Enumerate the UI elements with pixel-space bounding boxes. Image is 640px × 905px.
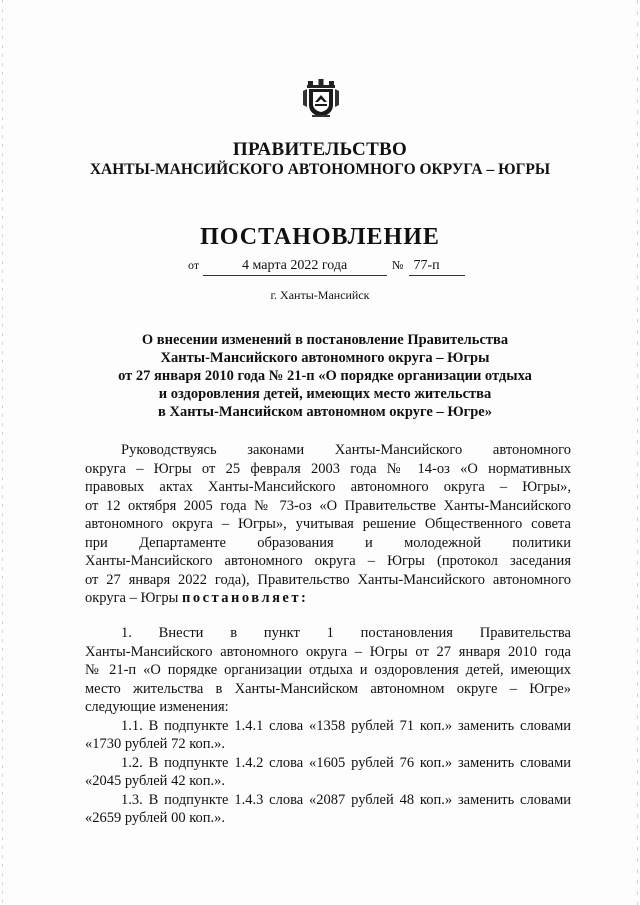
item-1-paragraph bbox=[85, 624, 571, 828]
text-line: следующие изменения: bbox=[85, 699, 229, 715]
document-type: ПОСТАНОВЛЕНИЕ bbox=[200, 224, 440, 250]
number-label: № bbox=[392, 258, 404, 272]
text-line: при Департаменте образования и молодежной политики bbox=[85, 534, 571, 551]
subject-line: и оздоровления детей, имеющих место жительства bbox=[158, 386, 492, 402]
text-line: № 21-п «О порядке организации отдыха и оздоровления детей, имеющих bbox=[85, 662, 571, 678]
text-line: правовых актах Ханты-Мансийского автономного округа – Югры», bbox=[85, 479, 571, 495]
text-line: Руководствуясь законами Ханты-Мансийского автономного bbox=[121, 442, 571, 458]
subitem-line: «1730 рублей 72 коп.». bbox=[85, 736, 226, 752]
text-line: от 12 октября 2005 года № 73-оз «О Правительстве Ханты-Мансийского bbox=[85, 497, 571, 514]
subject-line: в Ханты-Мансийском автономном округе – Югре» bbox=[158, 404, 492, 420]
subitem-line: 1.2. В подпункте 1.4.2 слова «1605 рублей 76 коп.» заменить словами bbox=[121, 754, 571, 771]
preamble-paragraph bbox=[85, 441, 571, 608]
resolves-word: постановляет: bbox=[181, 590, 309, 606]
text-line: от 27 января 2022 года), Правительство Ханты-Мансийского автономного bbox=[85, 571, 571, 588]
subject-line: от 27 января 2010 года № 21-п «О порядке организации отдыха bbox=[118, 368, 532, 384]
text-fragment: округа – Югры bbox=[85, 590, 179, 606]
subject-line: Ханты-Мансийского автономного округа – Югры bbox=[160, 350, 490, 366]
subitem-line: 1.1. В подпункте 1.4.1 слова «1358 рублей 71 коп.» заменить словами bbox=[121, 717, 571, 734]
subitem-line: «2045 рублей 42 коп.». bbox=[85, 773, 226, 789]
date-label: от bbox=[188, 258, 200, 272]
text-line: Ханты-Мансийского автономного округа – Югры от 27 января 2010 года bbox=[85, 643, 571, 660]
text-line: 1. Внести в пункт 1 постановления Правительства bbox=[121, 625, 571, 641]
subitem-line: «2659 рублей 00 коп.». bbox=[85, 810, 226, 826]
document-number bbox=[392, 258, 465, 276]
document-date bbox=[188, 258, 387, 276]
scan-edge-right bbox=[637, 0, 638, 905]
text-line: автономного округа – Югры», учитывая решение Общественного совета bbox=[85, 516, 571, 532]
government-title: ПРАВИТЕЛЬСТВО bbox=[232, 139, 408, 160]
scan-edge-left bbox=[2, 0, 3, 905]
text-line: Ханты-Мансийского автономного округа – Югры (протокол заседания bbox=[85, 553, 571, 569]
city: г. Ханты-Мансийск bbox=[270, 288, 370, 302]
subject-line: О внесении изменений в постановление Правительства bbox=[141, 332, 509, 348]
text-line: округа – Югры от 25 февраля 2003 года № 14-оз «О нормативных bbox=[85, 460, 571, 477]
subitem-line: 1.3. В подпункте 1.4.3 слова «2087 рублей 48 коп.» заменить словами bbox=[121, 791, 571, 808]
document-subject bbox=[90, 331, 560, 421]
number-value: 77-п bbox=[409, 258, 465, 276]
text-line: место жительства в Ханты-Мансийском автономном округе – Югре» bbox=[85, 680, 571, 697]
coat-of-arms-icon bbox=[300, 77, 342, 119]
text-line bbox=[85, 589, 571, 608]
region-title: ХАНТЫ-МАНСИЙСКОГО АВТОНОМНОГО ОКРУГА – ЮГРЫ bbox=[89, 161, 551, 178]
date-value: 4 марта 2022 года bbox=[203, 258, 387, 276]
